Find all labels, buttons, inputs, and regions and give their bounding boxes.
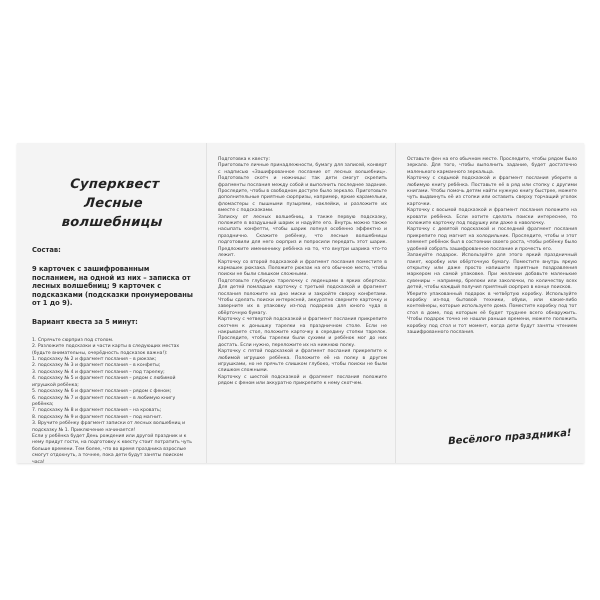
step-item: 2. подсказку № 3 и фрагмент послания – в конфеты; [32,363,161,369]
step-item: Если у ребёнка будет День рождения или другой праздник и к нему придут гости, на подготовку к квесту стоит потратить чуть больше времени. Тем более, что во время праздника взрослые смогут отдохнуть, а точнее, пока дети будут заняты поиском часа! [32,433,192,463]
paragraph: Уберите упакованный подарок в четвёртую коробку. Используйте коробку из-под бытовой техники, обуви, или какие-либо контейнеры, которые используете дома. Поместите коробку под тот стол в доме, под которым её будет труднее всего обнаружить. Чтобы подарок точно не нашли раньше времени, можете положить коробку под стол и тот момент, когда дети будут заняты чтением зашифрованного послания. [407,291,577,335]
composition-block [32,246,195,327]
variant-label: Вариант квеста за 5 минут: [32,318,138,327]
step-item: 3. Вручите ребёнку фрагмент записки от лесных волшебниц и подсказку № 1. Приключение начинается! [32,421,186,433]
paragraph: Карточку с седьмой подсказкой и фрагмент послания уберите в любимую книгу ребёнка. Поставьте её в ряд или стопку с другими книгами. Чтобы помочь детям найти нужную книгу быстрее, можете чуть выдвинуть её из стопки или оставить сверху торчащий уголок карточки. [407,176,577,207]
greeting-footer: Весёлого праздника! [448,427,573,448]
step-item: 6. подсказку № 7 и фрагмент послания – в любимую книгу ребёнка; [32,395,176,407]
step-item: 1. Спрячьте сюрприз под столом. [32,337,114,343]
panel-right [395,143,584,463]
paragraph: Карточку со второй подсказкой и фрагмент послания поместите в кармашек рюкзака. Положите рюкзак на его обычное место, чтобы поиски не были слишком сложными. [218,259,387,278]
composition-text: 9 карточек с зашифрованным посланием, на одной из них – записка от лесных волшебниц; 9 карточек с подсказками (подсказки пронумерованы от 1 до 9). [32,265,193,308]
paragraph: Карточку с пятой подсказкой и фрагмент послания прикрепите к любимой игрушке ребёнка. Положите её на полку в другом игрушками, но не прячьте слишком глубоко, чтобы поиски не были слишком сложными. [218,349,387,374]
step-item: 5. подсказку № 6 и фрагмент послания – рядом с феном; [32,389,172,395]
panel-middle [206,143,395,463]
paragraph: Карточку с восьмой подсказкой и фрагмент послания положите на кровати ребёнка. Если хотите сделать поиски интереснее, то положите карточку под подушку или даже в наволочку. [407,208,577,227]
paragraph: Запакуйте подарок. Используйте для этого яркий праздничный пакет, коробку или обёрточную бумагу. Поместите внутрь яркую открытку или даже просто напишите приятные поздравления маркером на самой упаковке. При желании добавьте маленькие сувениры – например, брелоки или заколочки, по количеству всех детей, чтобы каждый получил приятный сюрприз в конце поисков. [407,253,577,291]
title-line-2: Лесные волшебницы [61,196,164,230]
paragraph: Подготовка к квесту: [218,157,270,162]
paragraph: Оставьте фен на его обычном месте. Проследите, чтобы рядом было зеркало. Для того, чтобы выполнить задание, будет достаточно маленького карманного зеркальца. [407,157,577,175]
paragraph: Записку от лесных волшебниц, а также первую подсказку, положите в воздушный шарик и надуйте его. Внутрь можно также насыпать конфетти, чтобы шарик лопнул особенно эффектно и празднично. Скажите ребёнку, что лесные волшебницы подготовили для него сюрприз и попросили передать этот шарик. Предложите имениннику ребёнка на то, что внутри шарика что-то лежит. [218,214,387,259]
quest-title [30,175,197,232]
paragraph: Карточку с девятой подсказкой и последний фрагмент послания прикрепите под магнит на холодильник. Проследите, чтобы и этот элемент ребёнок был в состоянии своего роста, чтобы ребёнку было удобней собрать зашифрованное послание и прочесть его. [407,227,577,252]
preparation-text [218,157,387,388]
instructions-text [407,157,577,336]
title-line-1: Суперквест [69,177,160,192]
step-item: 3. подсказку № 4 и фрагмент послания – под тарелку; [32,369,165,375]
paragraph: Подготовьте глубокую тарелочку с леденцами в ярких обертках. Для детей помладше карточку с третьей подсказкой и фрагмент послания положите на дно миски и закройте сверху конфетами. Чтобы сделать поиски интересней, аккуратно сверните карточку и заверните их в упаковку из-под подарков для юного чуда в обёрточную бумагу. [218,278,387,316]
step-item: 2. Разложите подсказки и части карты в следующих местах (будьте внимательны, очерёдность подсказок важна!): [32,344,180,356]
step-item: 7. подсказку № 8 и фрагмент послания – на кровать; [32,408,162,414]
step-item: 4. подсказку № 5 и фрагмент послания – рядом с любимой игрушкой ребёнка; [32,376,176,388]
paragraph: Карточку с четвертой подсказкой и фрагмент послания прикрепите скотчем к донышку тарелки на праздничном столе. Если не накрываете стол, положите карточку в середину стопки тарелок. Проследите, чтобы тарелки были сухими и ребёнок мог до них достать. Если нужно, переложите их на нижнюю полку. [218,317,387,348]
leaflet [17,143,584,463]
paragraph: Приготовьте личные принадлежности, бумагу для записей, конверт с надписью «Зашифрованное послание от лесных волшебниц». Подготовьте скотч и ножницы: так дети смогут скрепить фрагменты послания между собой и выполнить последнее задание. Проследите, чтобы в свободном доступе было зеркало. Приготовьте дополнительные приятные сюрпризы, например, яркие карамельки, фломастеры с пышными пузырями, наклейки, и разложите их вместе с подсказками. [218,163,387,214]
steps-list [32,338,195,463]
paragraph: Карточку с шестой подсказкой и фрагмент послания положите рядом с феном или аккуратно прикрепите к нему скотчем. [218,374,387,387]
step-item: 1. подсказку № 2 и фрагмент послания – в рюкзак; [32,357,157,363]
panel-left [17,143,206,463]
composition-label: Состав: [32,246,61,254]
step-item: 8. подсказку № 9 и фрагмент послания – под магнит. [32,414,163,420]
